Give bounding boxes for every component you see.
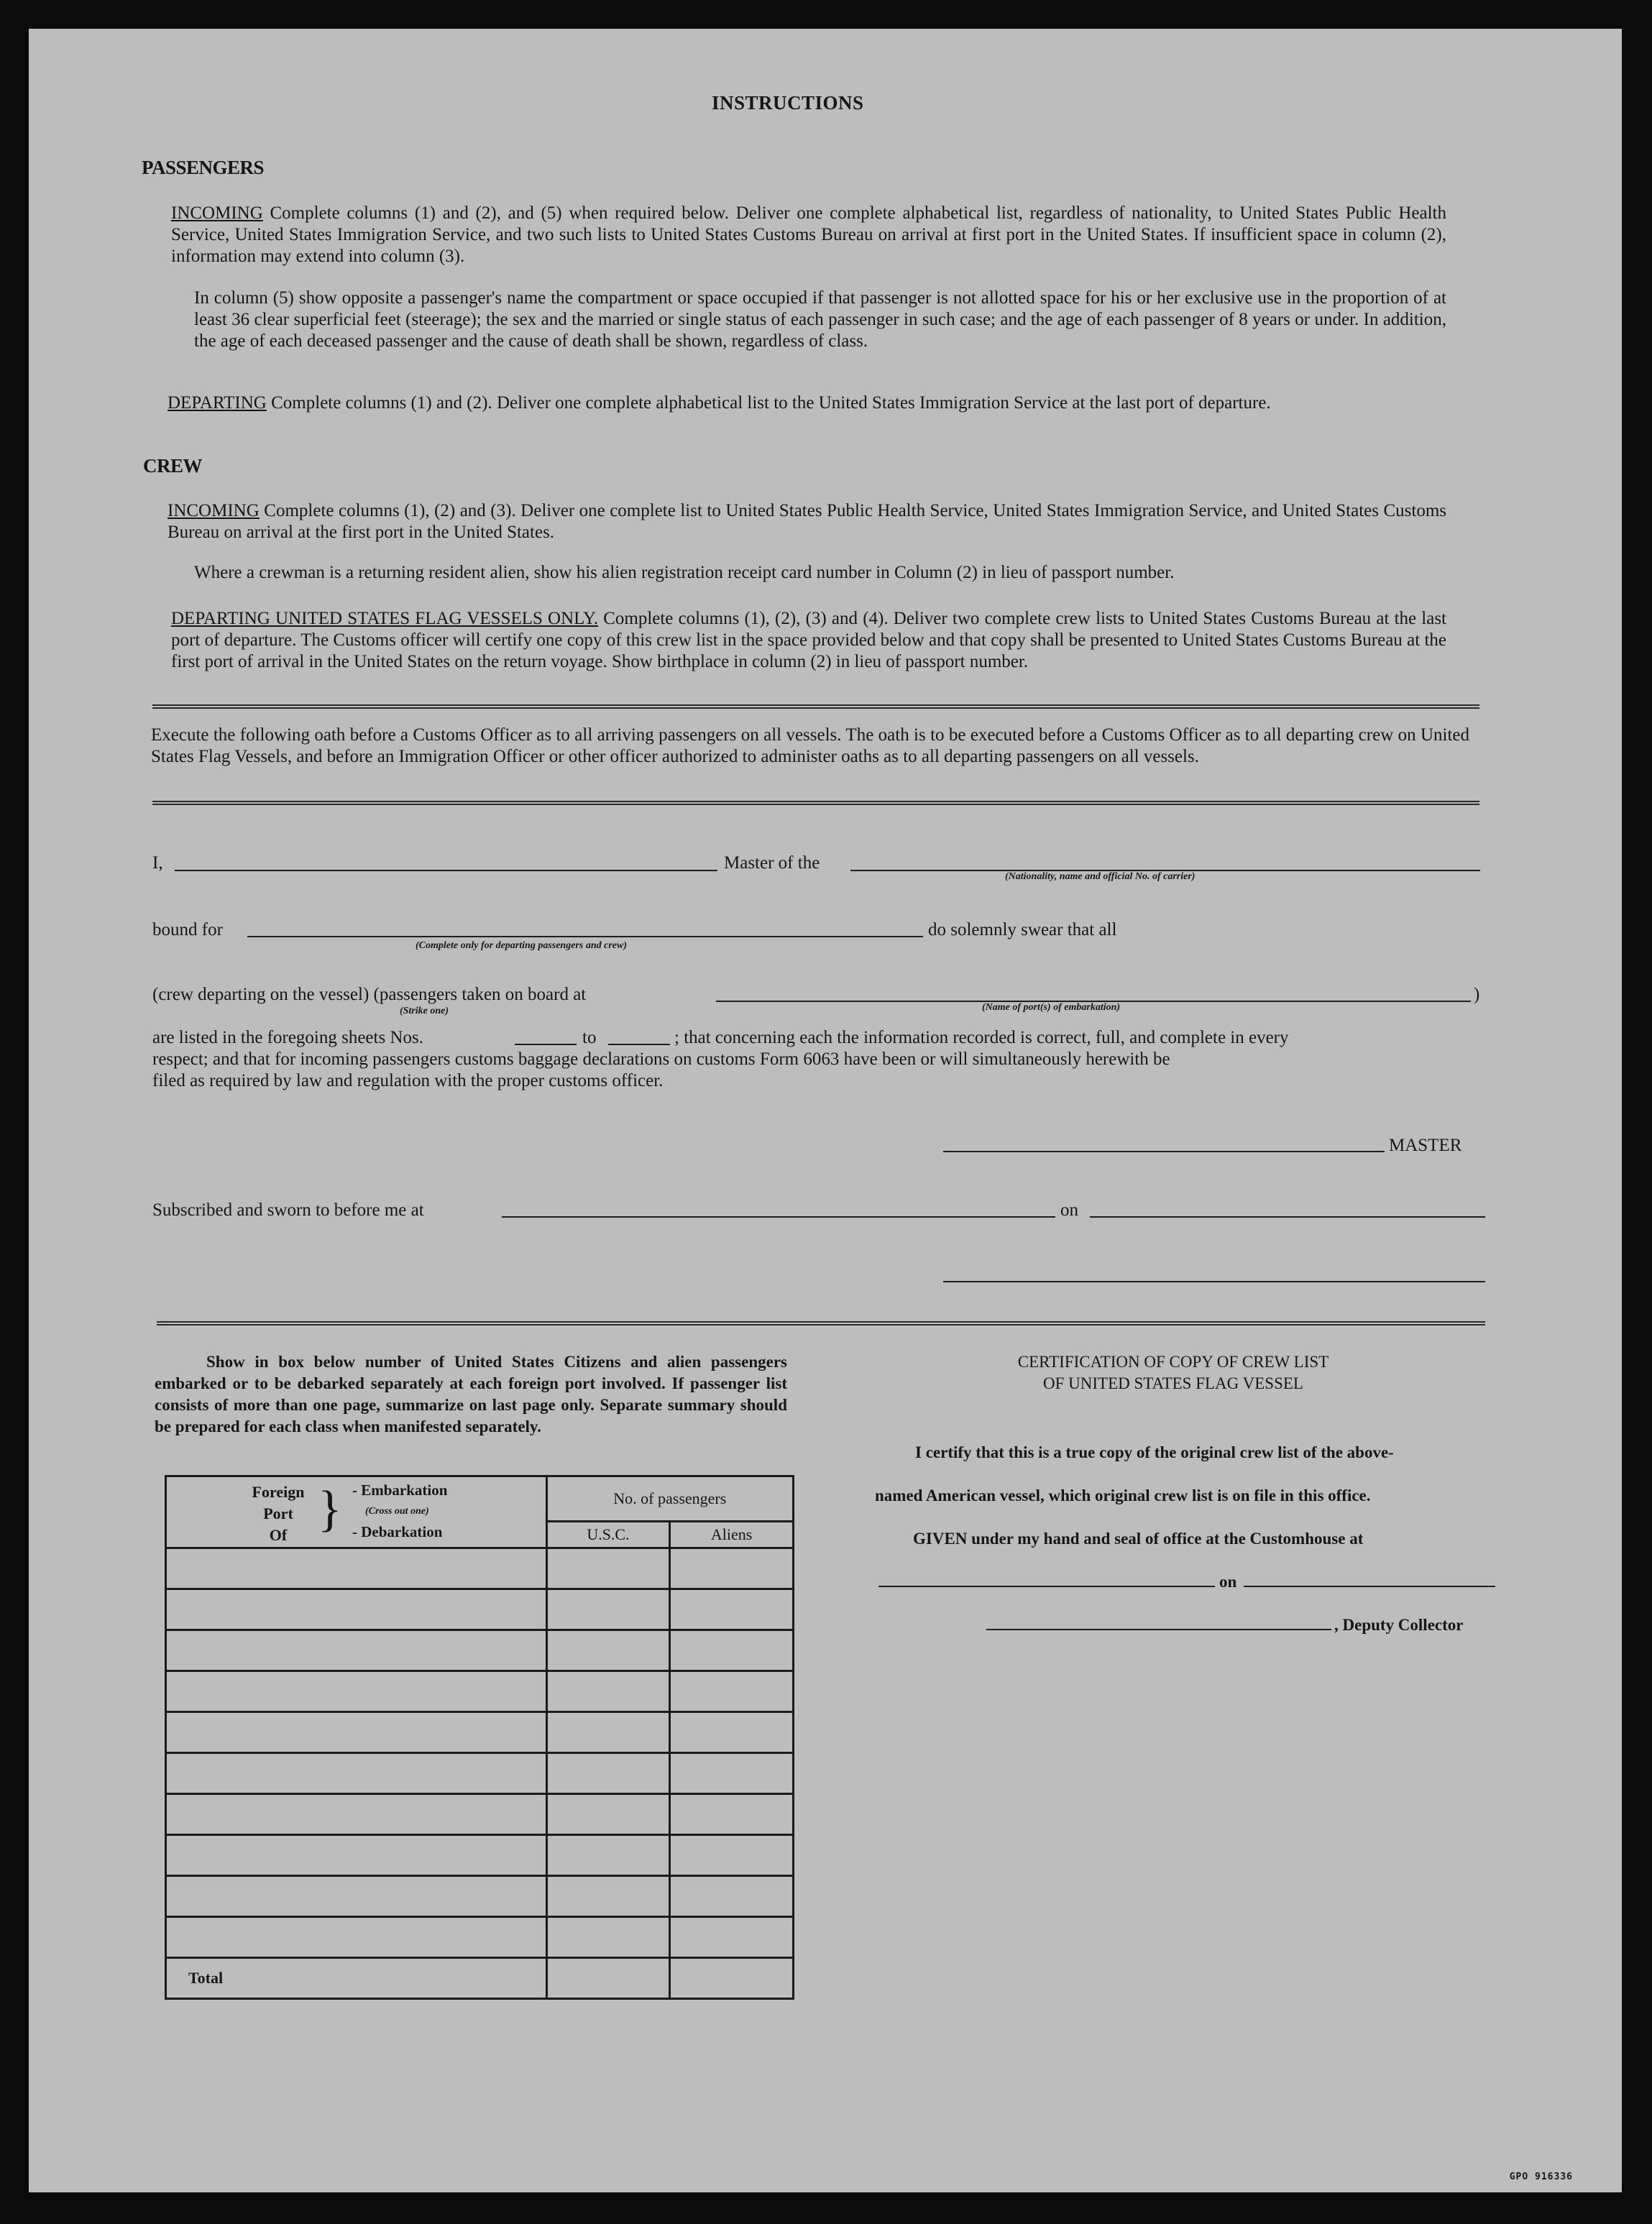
usc-cell[interactable] bbox=[546, 1794, 670, 1835]
passengers-departing-text: Complete columns (1) and (2). Deliver one complete alphabetical list to the United States Immigration Service at the last port of departure. bbox=[271, 393, 1271, 413]
table-row bbox=[166, 1835, 794, 1876]
passengers-incoming-paragraph bbox=[171, 203, 1446, 267]
table-row bbox=[166, 1589, 794, 1630]
table-row bbox=[166, 1917, 794, 1958]
customhouse-field[interactable] bbox=[878, 1586, 1215, 1587]
usc-cell[interactable] bbox=[546, 1917, 670, 1958]
port-cell[interactable] bbox=[166, 1548, 547, 1589]
crew-incoming-label: INCOMING bbox=[168, 501, 260, 520]
usc-cell[interactable] bbox=[546, 1589, 670, 1630]
oath-instructions: Execute the following oath before a Customs Officer as to all arriving passengers on all vessels. The oath is to be executed before a Customs Officer as to all departing crew on United States Flag Vessels, and before an Immigration Officer or other officer authorized to administer oaths as to all departing passengers on all vessels. bbox=[151, 725, 1469, 766]
aliens-cell[interactable] bbox=[670, 1548, 794, 1589]
port-cell[interactable] bbox=[166, 1917, 547, 1958]
oath-crew-departing-text: (crew departing on the vessel) (passengers taken on board at bbox=[152, 985, 587, 1004]
oath-listed-text-b: ; that concerning each the information recorded is correct, full, and complete in every bbox=[674, 1028, 1289, 1047]
subscribed-on-label: on bbox=[1060, 1200, 1078, 1220]
oath-listed-to: to bbox=[582, 1028, 597, 1047]
aliens-cell[interactable] bbox=[670, 1794, 794, 1835]
passengers-departing-label: DEPARTING bbox=[168, 393, 267, 413]
total-row bbox=[166, 1958, 794, 1999]
usc-cell[interactable] bbox=[546, 1876, 670, 1917]
table-row bbox=[166, 1630, 794, 1671]
aliens-header: Aliens bbox=[670, 1522, 794, 1548]
cross-out-caption: (Cross out one) bbox=[365, 1506, 429, 1517]
crew-departing-paragraph bbox=[171, 608, 1446, 673]
oath-listed-text-a: are listed in the foregoing sheets Nos. bbox=[152, 1028, 423, 1047]
strike-caption: (Strike one) bbox=[400, 1006, 449, 1016]
total-label: Total bbox=[166, 1958, 547, 1999]
oath-i-label: I, bbox=[152, 853, 163, 873]
oath-listed-text-c: respect; and that for incoming passengers customs baggage declarations on customs Form 6063 have been or will simultaneously herewith be bbox=[152, 1049, 1170, 1069]
port-cell[interactable] bbox=[166, 1835, 547, 1876]
master-signature-field[interactable] bbox=[943, 1151, 1385, 1152]
col-port-c: Of bbox=[269, 1526, 288, 1544]
aliens-cell[interactable] bbox=[670, 1876, 794, 1917]
deputy-collector-label: , Deputy Collector bbox=[1334, 1616, 1464, 1634]
crew-heading: CREW bbox=[143, 455, 203, 477]
page-title: INSTRUCTIONS bbox=[712, 92, 864, 114]
oath-listed-text-d: filed as required by law and regulation with the proper customs officer. bbox=[152, 1071, 664, 1090]
aliens-cell[interactable] bbox=[670, 1753, 794, 1794]
aliens-cell[interactable] bbox=[670, 1835, 794, 1876]
crew-incoming-paragraph bbox=[168, 500, 1446, 543]
aliens-cell[interactable] bbox=[670, 1712, 794, 1753]
port-cell[interactable] bbox=[166, 1589, 547, 1630]
subscribed-place-field[interactable] bbox=[502, 1216, 1055, 1218]
usc-cell[interactable] bbox=[546, 1712, 670, 1753]
bound-for-caption: (Complete only for departing passengers and crew) bbox=[416, 940, 627, 951]
crew-incoming-text: Complete columns (1), (2) and (3). Deliver one complete list to United States Public Health Service, United States Immigration Service, and United States Customs Bureau on arrival at the first port in the United States. bbox=[168, 501, 1447, 542]
passengers-incoming-label: INCOMING bbox=[171, 203, 263, 223]
crew-departing-text: Complete columns (1), (2), (3) and (4). Deliver two complete crew lists to United States Customs Bureau at the last port of departure. The Customs officer will certify one copy of this crew list in the space provided below and that copy shall be presented to United States Customs Bureau at the first port of arrival in the United States on the return voyage. Show birthplace in column (2) in lieu of passport number. bbox=[171, 609, 1446, 671]
sheet-from-field[interactable] bbox=[515, 1044, 577, 1045]
master-name-field[interactable] bbox=[175, 870, 717, 871]
aliens-cell[interactable] bbox=[670, 1671, 794, 1712]
oath-swear-text: do solemnly swear that all bbox=[928, 920, 1117, 939]
certification-title-1: CERTIFICATION OF COPY OF CREW LIST bbox=[1017, 1353, 1329, 1371]
table-row bbox=[166, 1794, 794, 1835]
table-row bbox=[166, 1876, 794, 1917]
bound-for-field[interactable] bbox=[247, 936, 923, 937]
aliens-total-cell[interactable] bbox=[670, 1958, 794, 1999]
table-row bbox=[166, 1712, 794, 1753]
divider bbox=[157, 1321, 1485, 1325]
officer-signature-field[interactable] bbox=[943, 1281, 1485, 1282]
oath-close-paren: ) bbox=[1474, 985, 1480, 1004]
certification-on-label: on bbox=[1219, 1573, 1237, 1591]
passengers-incoming-text: Complete columns (1) and (2), and (5) when required below. Deliver one complete alphabetical list, regardless of nationality, to United States Public Health Service, United States Immigration Service, and two such lists to United States Customs Bureau on arrival at first port in the United States. If insufficient space in column (2), information may extend into column (3). bbox=[171, 203, 1446, 266]
subscribed-date-field[interactable] bbox=[1090, 1216, 1485, 1218]
aliens-cell[interactable] bbox=[670, 1589, 794, 1630]
passengers-heading: PASSENGERS bbox=[142, 157, 265, 178]
port-cell[interactable] bbox=[166, 1753, 547, 1794]
debarkation-label: - Debarkation bbox=[352, 1523, 443, 1540]
table-row bbox=[166, 1753, 794, 1794]
usc-total-cell[interactable] bbox=[546, 1958, 670, 1999]
usc-cell[interactable] bbox=[546, 1630, 670, 1671]
divider bbox=[152, 801, 1479, 805]
crew-departing-label: DEPARTING UNITED STATES FLAG VESSELS ONLY. bbox=[171, 609, 599, 628]
usc-cell[interactable] bbox=[546, 1671, 670, 1712]
table-row bbox=[166, 1671, 794, 1712]
port-cell[interactable] bbox=[166, 1671, 547, 1712]
col-port-b: Port bbox=[263, 1504, 293, 1522]
oath-master-of-label: Master of the bbox=[724, 853, 820, 873]
port-cell[interactable] bbox=[166, 1712, 547, 1753]
port-cell[interactable] bbox=[166, 1794, 547, 1835]
brace-icon: } bbox=[318, 1481, 342, 1537]
table-row bbox=[166, 1548, 794, 1589]
divider bbox=[152, 704, 1479, 709]
port-column-header bbox=[166, 1476, 547, 1548]
passengers-departing-paragraph bbox=[168, 392, 1446, 414]
port-caption: (Name of port(s) of embarkation) bbox=[982, 1002, 1121, 1013]
usc-cell[interactable] bbox=[546, 1548, 670, 1589]
usc-cell[interactable] bbox=[546, 1753, 670, 1794]
certification-line-1: I certify that this is a true copy of the original crew list of the above- bbox=[915, 1443, 1394, 1461]
usc-header: U.S.C. bbox=[546, 1522, 670, 1548]
certification-date-field[interactable] bbox=[1244, 1586, 1495, 1587]
aliens-cell[interactable] bbox=[670, 1917, 794, 1958]
certification-title-2: OF UNITED STATES FLAG VESSEL bbox=[1043, 1374, 1303, 1392]
summary-instructions: Show in box below number of United States Citizens and alien passengers embarked or to be debarked separately at each foreign port involved. If passenger list consists of more than one page, summarize on last page only. Separate summary should be prepared for each class when manifested separately. bbox=[155, 1353, 787, 1435]
port-cell[interactable] bbox=[166, 1876, 547, 1917]
certification-line-2: named American vessel, which original crew list is on file in this office. bbox=[875, 1487, 1371, 1504]
passengers-header: No. of passengers bbox=[546, 1476, 793, 1522]
embarkation-label: - Embarkation bbox=[352, 1481, 448, 1499]
certification-line-3: GIVEN under my hand and seal of office at the Customhouse at bbox=[913, 1530, 1364, 1548]
passenger-summary-table bbox=[165, 1475, 794, 2000]
sheet-to-field[interactable] bbox=[608, 1044, 670, 1045]
crew-resident-paragraph: Where a crewman is a returning resident alien, show his alien registration receipt card number in Column (2) in lieu of passport number. bbox=[194, 563, 1175, 582]
deputy-signature-field[interactable] bbox=[986, 1629, 1331, 1630]
gpo-code: GPO 916336 bbox=[1509, 2172, 1573, 2182]
aliens-cell[interactable] bbox=[670, 1630, 794, 1671]
col-port-a: Foreign bbox=[252, 1483, 305, 1501]
master-label: MASTER bbox=[1389, 1136, 1462, 1155]
oath-bound-for-label: bound for bbox=[152, 920, 223, 939]
passengers-column5-paragraph: In column (5) show opposite a passenger's name the compartment or space occupied if that passenger is not allotted space for his or her exclusive use in the proportion of at least 36 clear superficial feet (steerage); the sex and the married or single status of each passenger in such case; and the age of each passenger of 8 years or under. In addition, the age of each deceased passenger and the cause of death shall be shown, regardless of class. bbox=[194, 288, 1446, 351]
usc-cell[interactable] bbox=[546, 1835, 670, 1876]
carrier-caption: (Nationality, name and official No. of carrier) bbox=[1005, 871, 1196, 882]
subscribed-label: Subscribed and sworn to before me at bbox=[152, 1200, 424, 1220]
port-cell[interactable] bbox=[166, 1630, 547, 1671]
